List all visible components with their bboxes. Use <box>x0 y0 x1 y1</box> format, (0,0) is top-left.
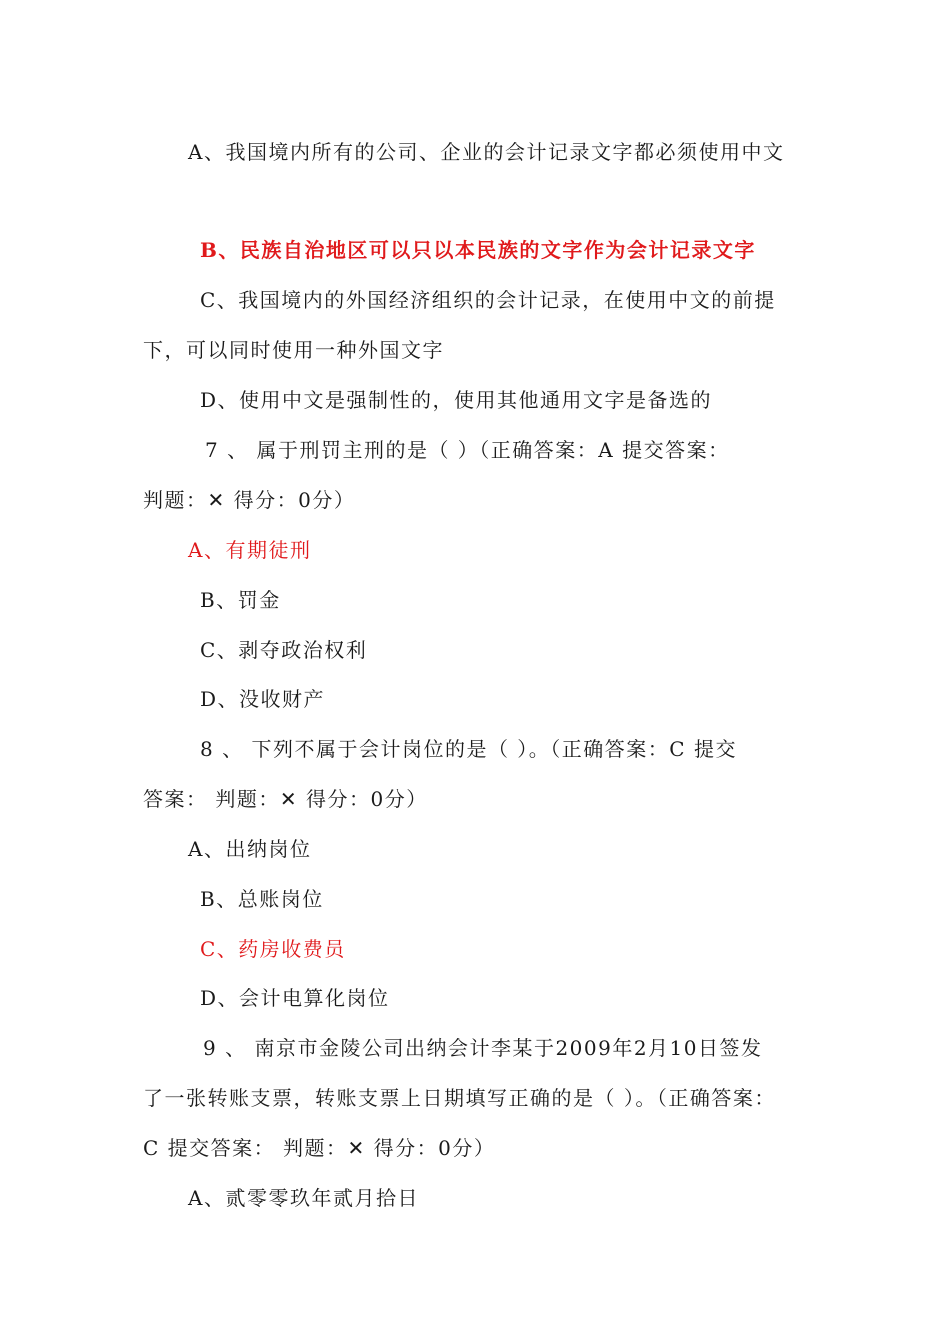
q9-option-a: A、贰零零玖年贰月拾日 <box>188 1186 419 1210</box>
q7-question: 7 、 属于刑罚主刑的是（ ）（正确答案：A 提交答案： <box>205 438 730 462</box>
q6-option-d: D、使用中文是强制性的，使用其他通用文字是备选的 <box>200 388 713 412</box>
q8-question: 8 、 下列不属于会计岗位的是（ ）。（正确答案：C 提交 <box>200 737 737 761</box>
q8-option-c-correct: C、药房收费员 <box>200 937 346 961</box>
q7-question-continued: 判题：✕ 得分：0分） <box>143 488 356 512</box>
q8-option-d: D、会计电算化岗位 <box>200 986 390 1010</box>
q7-option-a-correct: A、有期徒刑 <box>188 538 312 562</box>
q6-option-b-correct: B、民族自治地区可以只以本民族的文字作为会计记录文字 <box>200 238 756 262</box>
q6-option-c-continued: 下，可以同时使用一种外国文字 <box>143 338 444 362</box>
q8-option-a: A、出纳岗位 <box>188 837 312 861</box>
q8-option-b: B、总账岗位 <box>200 887 324 911</box>
q8-question-continued: 答案： 判题：✕ 得分：0分） <box>143 787 428 811</box>
q7-option-d: D、没收财产 <box>200 687 326 711</box>
q7-option-b: B、罚金 <box>200 588 281 612</box>
q9-question-continued: 了一张转账支票，转账支票上日期填写正确的是（ ）。（正确答案： <box>143 1086 776 1110</box>
q9-question: 9 、 南京市金陵公司出纳会计李某于2009年2月10日签发 <box>203 1036 763 1060</box>
q6-option-c: C、我国境内的外国经济组织的会计记录，在使用中文的前提 <box>200 288 776 312</box>
q7-option-c: C、剥夺政治权利 <box>200 638 368 662</box>
q9-question-continued-2: C 提交答案： 判题：✕ 得分：0分） <box>143 1136 496 1160</box>
q6-option-a: A、我国境内所有的公司、企业的会计记录文字都必须使用中文 <box>188 140 785 164</box>
